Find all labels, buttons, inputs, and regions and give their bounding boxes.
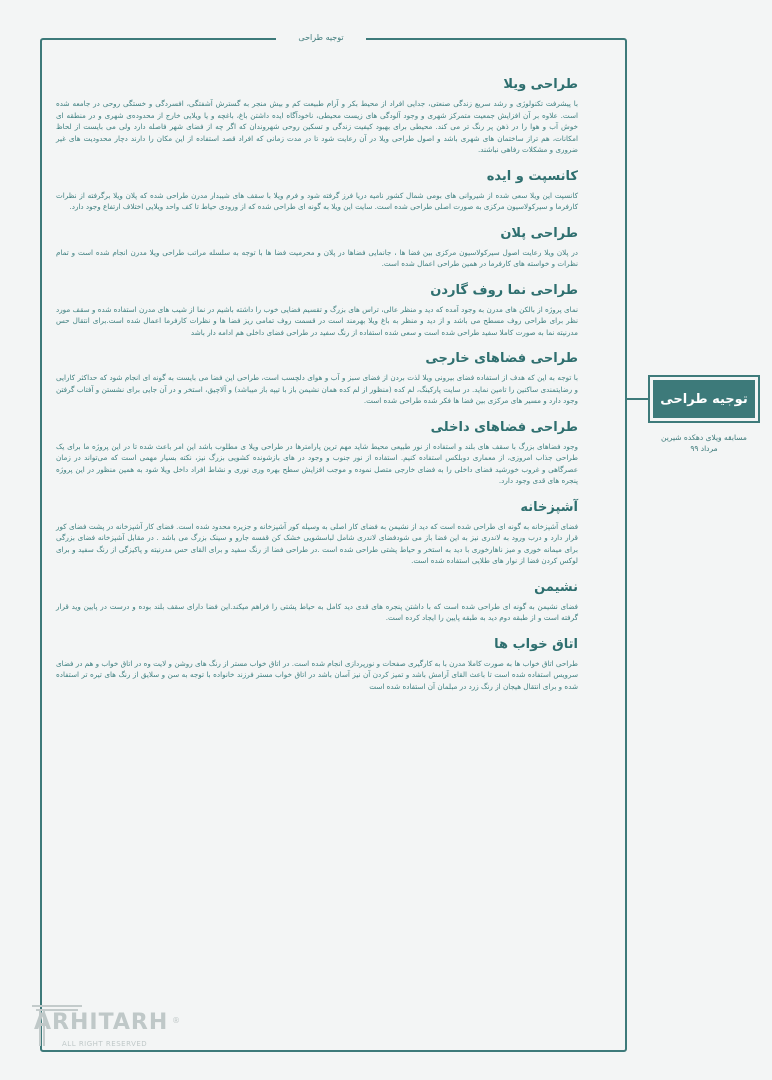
section-title: اتاق خواب ها	[494, 636, 578, 652]
section-title: طراحی نما روف گاردن	[430, 282, 578, 298]
section-bedrooms	[56, 636, 578, 693]
section-text: طراحی اتاق خواب ها به صورت کاملا مدرن با به کارگیری صفحات و نورپردازی انجام شده است. در اتاق خواب مستر از رنگ های روشن و لایت وه در اتاق خواب و هم در فضای سرویس استفاده شده است تا باعث القای آرامش باشد و تمیز کردن آن نیز آسان باشد در اتاق خواب مستر فرزند خانواده با توجه به سن و سلایق از رنگ های تیره تر استفاده شده و برای انتقال هیجان از رنگ زرد در مبلمان آن استفاده شده است	[56, 658, 578, 691]
section-concept	[56, 168, 578, 213]
label-subtitle-line2: مرداد ۹۹	[690, 444, 718, 453]
section-text: وجود فضاهای بزرگ با سقف های بلند و استفاده از نور طبیعی محیط شاید مهم ترین پارامترها در طراحی ویلا ی مطلوب باشد این امر باعث شده تا در این پروژه ما برای یک طراحی جذاب امروزی، از معماری دوبلکس استفاده کنیم. استفاده از نور جنوب و وجود در های بازشونده کشویی بزرگ نیز، نکته بسیار مهمی است که می‌تواند در زمان عصرگاهی و غروب خورشید فضای داخلی را به فضای خارجی متصل نموده و موجب افزایش سطح بهره وری نوری و نشاط افراد داخل ویلا شود به همین منظور در این پروژه پنجره های قدی وجود دارد.	[56, 441, 578, 485]
logo-text: ARHITARH	[34, 1010, 169, 1035]
section-title: آشپزخانه	[520, 499, 578, 515]
section-facade-roof-garden	[56, 282, 578, 339]
section-title: نشیمن	[534, 579, 578, 595]
section-interior-spaces	[56, 419, 578, 487]
section-text: در پلان ویلا رعایت اصول سیرکولاسیون مرکزی بین فضا ها ، جانمایی فضاها در پلان و محرمیت فضا ها با توجه به سلسله مراتب طراحی ویلا مدرن انجام شده است و تمام نظرات و خواسته های کارفرما در همین طراحی اعمال شده است.	[56, 247, 578, 268]
section-text: فضای نشیمن به گونه ای طراحی شده است که با داشتن پنجره های قدی دید کامل به حیاط پشتی را فراهم میکند.این فضا دارای سقف بلند بوده و درست در پایین وید قرار گرفته است و از طبقه دوم دید به طبقه پایین را ایجاد کرده است.	[56, 601, 578, 622]
label-subtitle-line1: مسابقه ویلای دهکده شیرین	[661, 433, 747, 442]
section-title: کانسپت و ایده	[486, 168, 578, 184]
label-box	[648, 375, 760, 423]
section-living-room	[56, 579, 578, 624]
section-villa-design	[56, 76, 578, 156]
section-text: نمای پروژه از بالکن های مدرن به وجود آمده که دید و منظر عالی، تراس های بزرگ و تقسیم فضایی خوب را داشته باشیم در نما از شیب های مدرن استفاده شده و سقف مورد نظر برای طراحی روف مسطح می باشد و از دید و منظر به باغ ویلا بهرمند است در قسمت روف تمامی ریز فضا ها و نظرات کارفرما اعمال شده است.برای انتقال حس مدرنیته نما به صورت کاملا سفید طراحی شده است و سعی شده استفاده از رنگ سفید در طراحی فضای داخلی هم ادامه دار باشد	[56, 304, 578, 337]
section-title: طراحی فضاهای خارجی	[425, 351, 578, 366]
label-title: توجیه طراحی	[653, 380, 755, 418]
section-title: طراحی فضاهای داخلی	[430, 419, 578, 435]
section-text: با پیشرفت تکنولوژی و رشد سریع زندگی صنعتی، جدایی افراد از محیط بکر و آرام طبیعت کم و بیش منجر به گسترش آشفتگی، افسردگی و خستگی روحی در جامعه شده است. علاوه بر آن افزایش جمعیت متمرکز شهری و وجود آلودگی های زیست محیطی، ناخودآگاه ایده داشتن باغ، باغچه و یا ویلایی خارج از محدوده‌ی شهری و در منطقه ‌ای خوش آب و هوا را در ذهن پر رنگ تر می کند. محیطی برای بهبود کیفیت زندگی و تسکین روحی شهروندان که اگر چه از فضای شهر فاصله دارد ولی می بایست از لحاظ امکانات، هم تراز ساختمان های شهری باشد و اصول طراحی ویلا در آن رعایت شود تا در مدت زمانی که افراد قصد استفاده از این مکان را دارند دچار محدودیت های غیر ضروری و مشکلات رفاهی نباشند.	[56, 99, 578, 154]
section-text: با توجه به این که هدف از استفاده فضای بیرونی ویلا لذت بردن از فضای سبز و آب و هوای دلچسب است، طراحی این فضا می بایست به گونه ای انجام شود که حداکثر کارایی و رضایتمندی ساکنین را تامین نماید. در سایت پارکینگ، لم کده (منظور از لم کده همان نشیمن باز با تیپه باز میباشد) و آلاچیق، استخر و در آن جایی برای نشستن و آفتاب گرفتن وجود دارد و مسیر های مرکزی بین فضا ها فکر شده طراحی شده است.	[56, 373, 578, 405]
section-kitchen	[56, 499, 578, 567]
section-text: فضای آشپزخانه به گونه ای طراحی شده است که دید از نشیمن به فضای کار اصلی به وسیله کور آشپزخانه و جزیره محدود شده است. فضای کار آشپزخانه در پشت فضای کور قرار دارد و درب ورود به لاندری نیز به این فضا باز می شودفضای لاندری شامل لباسشویی خشک کن قفسه جارو و سینک بزرگ می باشد . در مقابل آشپزخانه فضای بزرگی برای میمانه خوری و میز ناهارخوری با دید به استخر و حیاط پشتی طراحی شده است .در طراحی فضا از رنگ سفید و برای القای حس مدرنیته و پاکیزگی از رنگ سفید و برای لوکس کردن فضا از نوار های طلایی استفاده شده است.	[56, 521, 578, 565]
label-subtitle	[648, 432, 760, 454]
section-title: طراحی ویلا	[503, 77, 578, 92]
section-text: کانسپت این ویلا سعی شده از شیروانی های بومی شمال کشور نامیه دریا فرز گرفته شود و فرم ویلا با سقف های شیبدار مدرن طراحی شده که پلان ویلا برگرفته از نظرات کارفرما و سیرکولاسیون مرکزی به صورت اصلی طراحی شده است. سایت این ویلا به گونه ای طراحی شده که از ورودی حیاط تا کف واحد ویلایی اختلاف ارتفاع وجود دارد.	[56, 190, 578, 211]
section-plan-design	[56, 225, 578, 270]
document-content	[56, 76, 578, 704]
section-title: طراحی پلان	[500, 225, 578, 241]
connector-line	[627, 398, 649, 400]
section-exterior-spaces	[56, 350, 578, 407]
logo-registered-icon: ®	[172, 1016, 180, 1025]
logo-rights: ALL RIGHT RESERVED	[62, 1040, 148, 1048]
header-tag: توجیه طراحی	[276, 30, 366, 46]
